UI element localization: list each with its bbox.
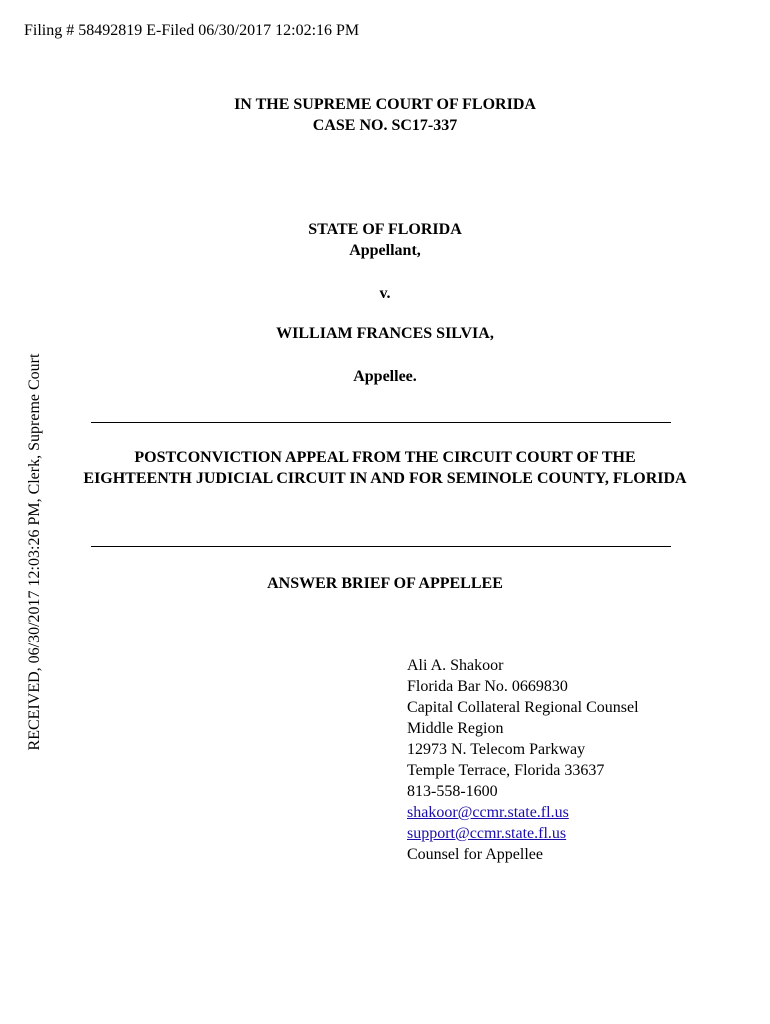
counsel-street: 12973 N. Telecom Parkway bbox=[407, 741, 586, 758]
appellant-name: STATE OF FLORIDA bbox=[308, 221, 462, 238]
email-link-support[interactable]: support@ccmr.state.fl.us bbox=[407, 825, 567, 842]
counsel-office: Capital Collateral Regional Counsel bbox=[407, 699, 639, 716]
counsel-signature-block bbox=[407, 655, 639, 865]
versus: v. bbox=[379, 285, 391, 302]
appellee-name: WILLIAM FRANCES SILVIA, bbox=[276, 325, 494, 342]
divider-rule bbox=[91, 546, 671, 547]
counsel-phone: 813-558-1600 bbox=[407, 783, 498, 800]
brief-title: ANSWER BRIEF OF APPELLEE bbox=[267, 575, 503, 592]
case-number: CASE NO. SC17-337 bbox=[312, 117, 458, 134]
counsel-role: Counsel for Appellee bbox=[407, 846, 543, 863]
divider-rule bbox=[91, 422, 671, 423]
received-stamp: RECEIVED, 06/30/2017 12:03:26 PM, Clerk, Supreme Court bbox=[26, 353, 43, 751]
counsel-bar-number: Florida Bar No. 0669830 bbox=[407, 678, 568, 695]
appellee-role: Appellee. bbox=[353, 368, 417, 385]
counsel-name: Ali A. Shakoor bbox=[407, 657, 504, 674]
email-link-primary[interactable]: shakoor@ccmr.state.fl.us bbox=[407, 804, 569, 821]
counsel-city: Temple Terrace, Florida 33637 bbox=[407, 762, 605, 779]
filing-header: Filing # 58492819 E-Filed 06/30/2017 12:02:16 PM bbox=[24, 22, 360, 39]
appeal-description: POSTCONVICTION APPEAL FROM THE CIRCUIT COURT OF THE EIGHTEENTH JUDICIAL CIRCUIT IN AND FOR SEMINOLE COUNTY, FLORIDA bbox=[83, 449, 687, 487]
court-name: IN THE SUPREME COURT OF FLORIDA bbox=[234, 96, 536, 113]
counsel-region: Middle Region bbox=[407, 720, 504, 737]
appellant-role: Appellant, bbox=[349, 242, 421, 259]
